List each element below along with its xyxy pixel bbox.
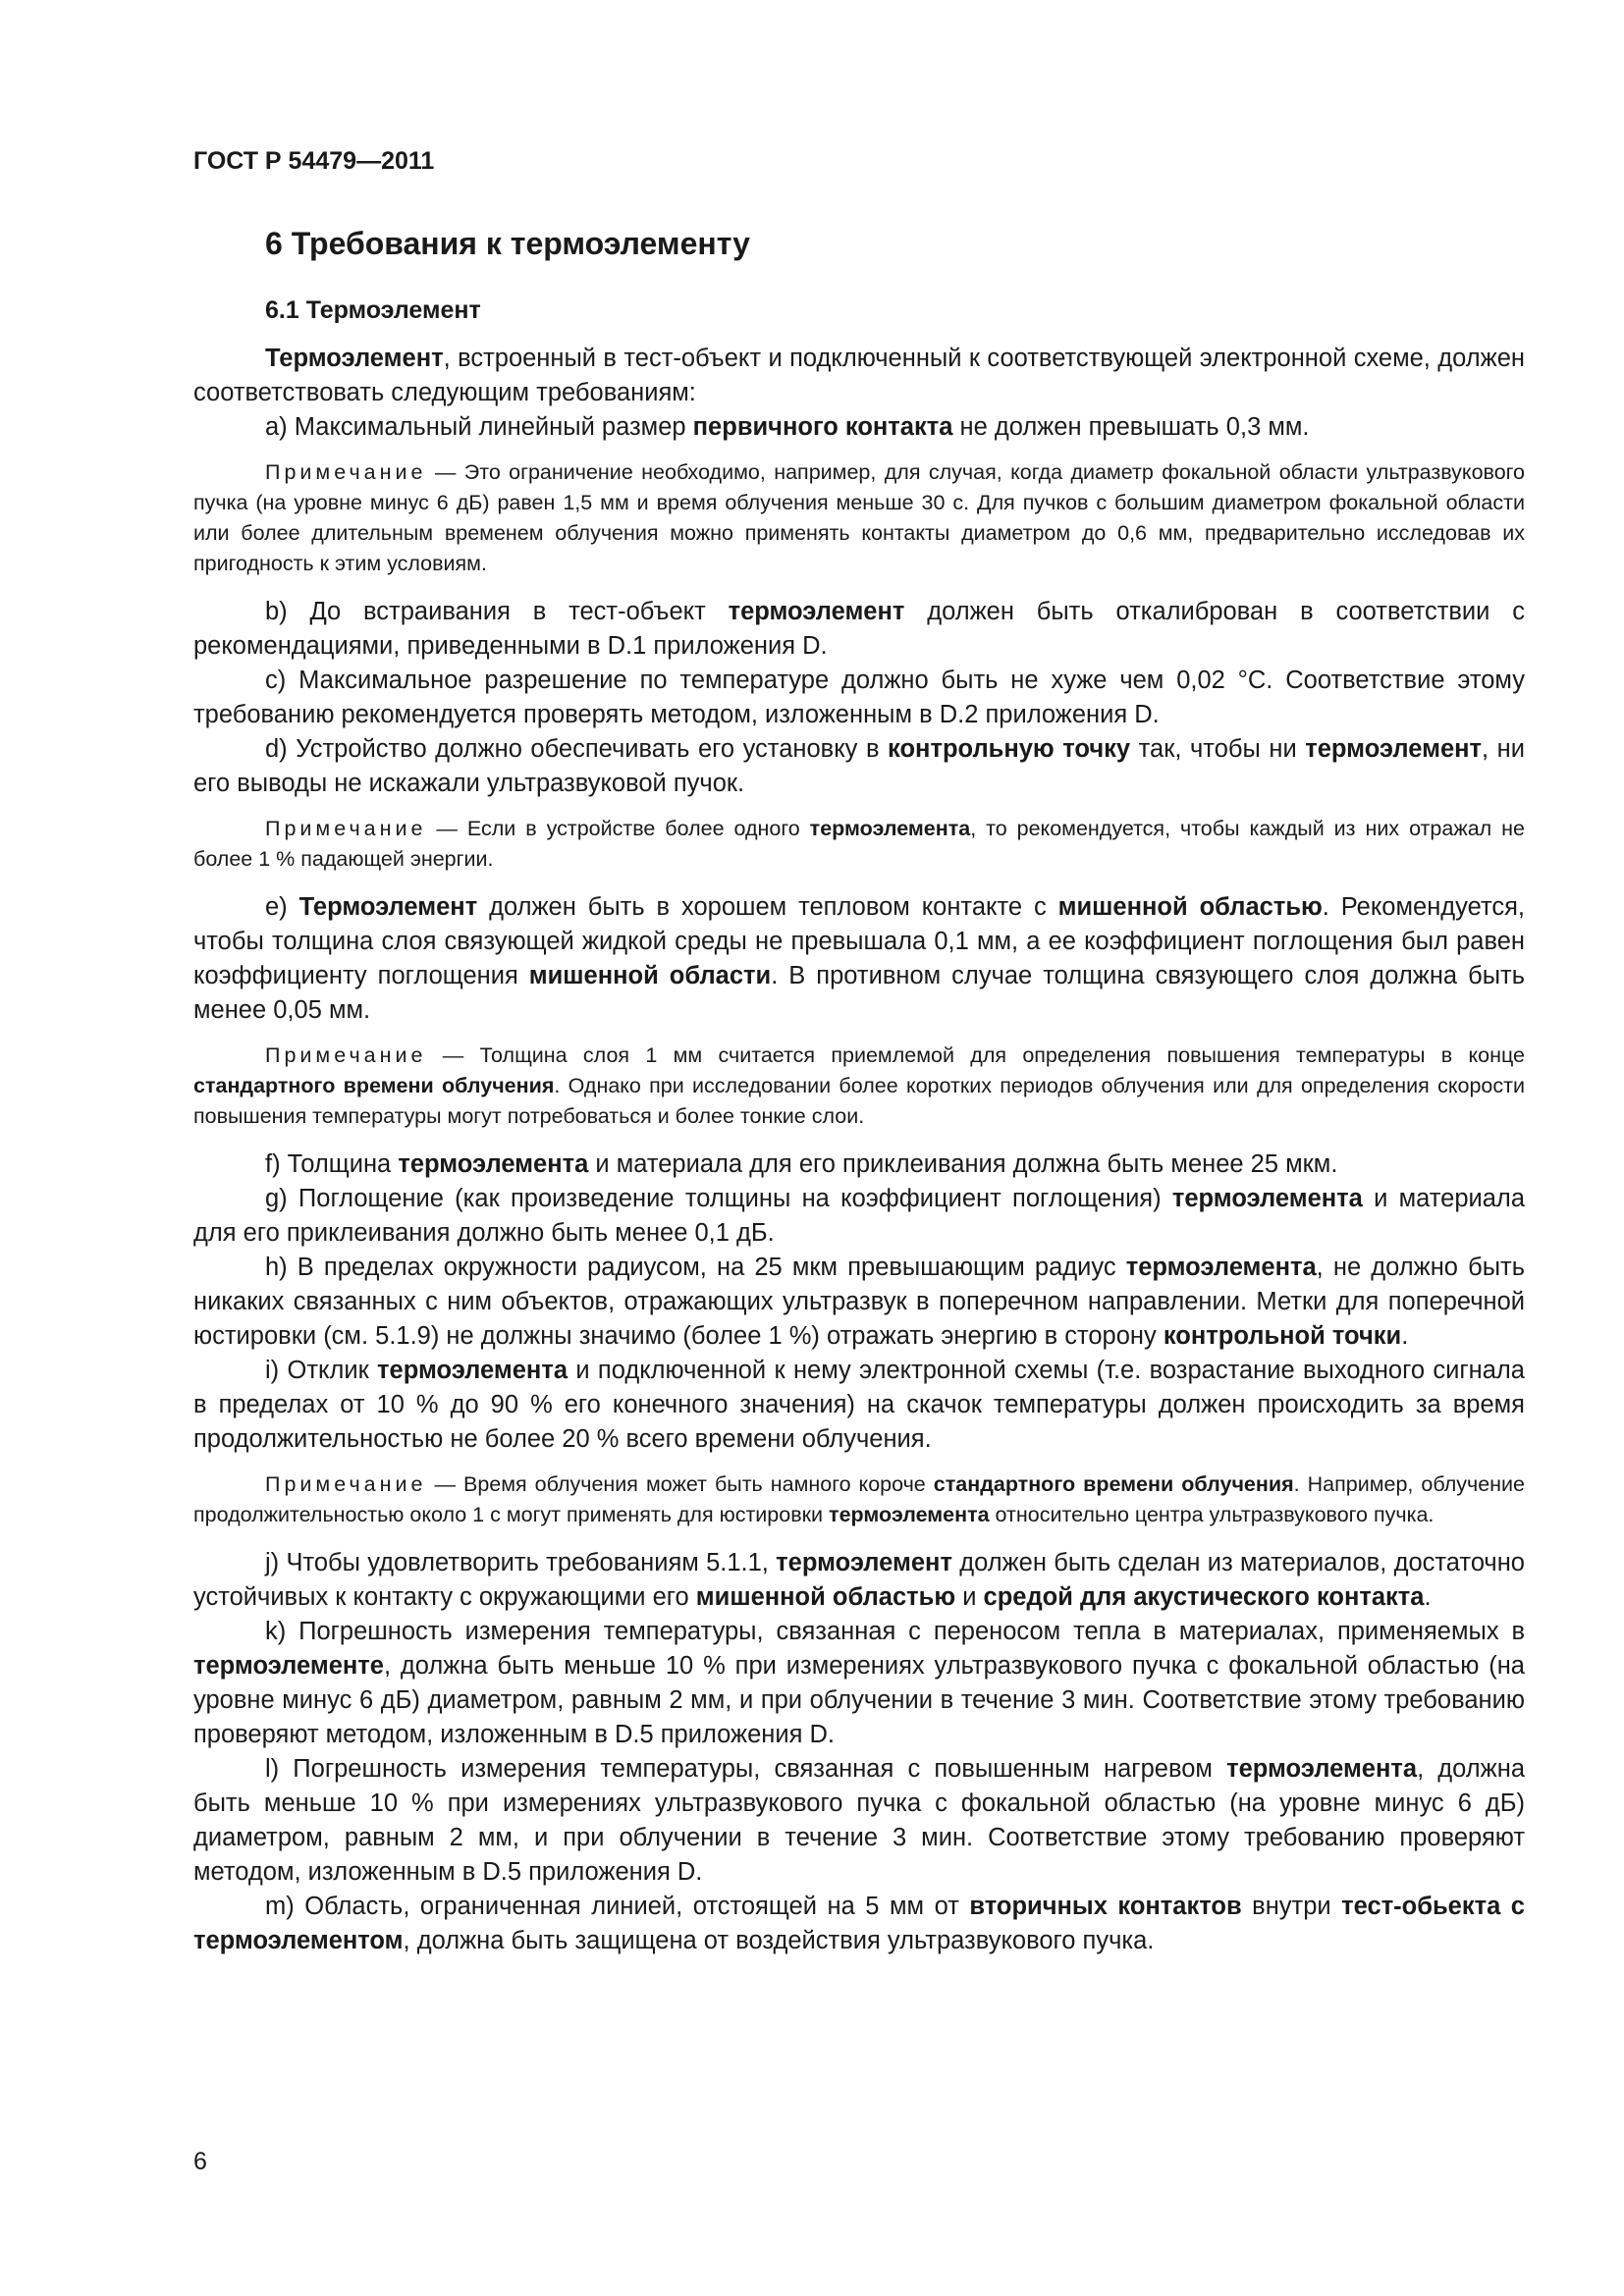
text-run: b) До встраивания в тест-объект (265, 598, 729, 625)
body-paragraph (193, 1251, 1525, 1354)
text-run: m) Область, ограниченная линией, отстоящей на 5 мм от (265, 1893, 970, 1920)
text-run: должен быть в хорошем тепловом контакте с (477, 893, 1058, 921)
text-run: и (955, 1583, 984, 1611)
bold-term: термоэлемента (809, 817, 971, 840)
bold-term: стандартного времени облучения (193, 1074, 555, 1097)
text-run: e) (265, 893, 299, 921)
text-run: c) Максимальное разрешение по температуре должно быть не хуже чем 0,02 °С. Соответствие этому требованию рекомендуется проверять методом, изложенным в D.2 приложения D. (193, 667, 1525, 728)
body-paragraph (193, 890, 1525, 1028)
bold-term: Термоэлемент (298, 893, 478, 921)
text-run: внутри (1241, 1893, 1342, 1920)
bold-term: мишенной области (528, 962, 772, 989)
section-heading: 6 Требования к термоэлементу (265, 226, 750, 261)
note-label: Примечание (265, 460, 427, 484)
text-run: . (1401, 1322, 1409, 1350)
bold-term: термоэлемента (1226, 1755, 1418, 1783)
body-paragraph (193, 664, 1525, 732)
text-run: l) Погрешность измерения температуры, связанная с повышенным нагревом (265, 1755, 1227, 1783)
text-run: . Однако при исследовании более коротких периодов облучения или для определения скорости повышения температуры могут потребоваться и более тонкие слои. (193, 1074, 1525, 1128)
text-run: f) Толщина (265, 1150, 399, 1178)
bold-term: термоэлемента (829, 1503, 990, 1526)
note-paragraph (193, 814, 1525, 875)
note-label: Примечание (265, 817, 427, 840)
bold-term: мишенной областью (1057, 893, 1323, 921)
text-run: . В противном случае толщина связующего слоя должна быть менее 0,05 мм. (193, 962, 1525, 1024)
note-paragraph (193, 1041, 1525, 1132)
text-run: , не должно быть никаких связанных с ним объектов, отражающих ультразвук в поперечном направлении. Метки для поперечной юстировки (см. 5.1.9) не должны значимо (более 1 %) отражать энергию в сторону (193, 1254, 1525, 1350)
note-label: Примечание (265, 1043, 427, 1067)
note-paragraph (193, 457, 1525, 579)
text-run: g) Поглощение (как произведение толщины на коэффициент поглощения) (265, 1185, 1172, 1212)
bold-term: вторичных контактов (969, 1893, 1242, 1920)
body-paragraph (193, 1354, 1525, 1457)
bold-term: термоэлемента (1125, 1254, 1317, 1281)
note-label: Примечание (265, 1472, 427, 1496)
text-run: , должна быть меньше 10 % при измерениях ультразвукового пучка с фокальной областью (на уровне минус 6 дБ) диаметром, равным 2 мм, и при облучении в течение 3 мин. Соответствие этому требованию проверяют методом, изложенным в D.5 приложения D. (193, 1755, 1526, 1886)
bold-term: термоэлемент (1305, 735, 1483, 763)
text-run: — Время облучения может быть намного короче (426, 1472, 934, 1496)
text-run: . Рекомендуется, чтобы толщина слоя связующей жидкой среды не превышала 0,1 мм, а ее коэффициент поглощения был равен коэффициенту поглощения (193, 893, 1525, 989)
text-run: h) В пределах окружности радиусом, на 25 мкм превышающим радиус (265, 1254, 1126, 1281)
text-run: i) Отклик (265, 1357, 378, 1384)
bold-term: Термоэлемент (265, 345, 444, 372)
text-run: , ни его выводы не искажали ультразвуковой пучок. (193, 735, 1525, 797)
text-run: , то рекомендуется, чтобы каждый из них отражал не более 1 % падающей энергии. (193, 817, 1525, 871)
body-paragraph (193, 1615, 1525, 1752)
bold-term: термоэлемента (377, 1357, 568, 1384)
bold-term: контрольной точки (1163, 1322, 1402, 1350)
bold-term: термоэлемента (398, 1150, 589, 1178)
bold-term: термоэлементе (193, 1652, 384, 1680)
text-run: должен быть сделан из материалов, достаточно устойчивых к контакту с окружающими его (193, 1549, 1525, 1611)
text-run: . Например, облучение продолжительностью около 1 с могут применять для юстировки (193, 1472, 1525, 1526)
page-content (193, 222, 1525, 1958)
body-paragraph (193, 1148, 1525, 1182)
standard-number: ГОСТ Р 54479—2011 (193, 147, 435, 175)
bold-term: термоэлемент (728, 598, 905, 625)
text-run: так, чтобы ни (1130, 735, 1306, 763)
body-paragraph (193, 410, 1525, 445)
bold-term: средой для акустического контакта (983, 1583, 1425, 1611)
text-run: — Толщина слоя 1 мм считается приемлемой для определения повышения температуры в конце (426, 1043, 1525, 1067)
bold-term: мишенной областью (695, 1583, 956, 1611)
body-paragraph (193, 732, 1525, 801)
body-paragraph (193, 1182, 1525, 1251)
text-run: , встроенный в тест-объект и подключенный к соответствующей электронной схеме, должен соответствовать следующим требованиям: (193, 345, 1525, 406)
bold-term: первичного контакта (692, 413, 953, 441)
text-run: , должна быть защищена от воздействия ультразвукового пучка. (403, 1927, 1155, 1954)
body-paragraph (193, 1546, 1525, 1615)
text-run: должен быть откалиброван в соответствии с рекомендациями, приведенными в D.1 приложения D. (193, 598, 1525, 660)
bold-term: контрольную точку (888, 735, 1131, 763)
body-text (193, 342, 1525, 1958)
text-run: относительно центра ультразвукового пучка. (989, 1503, 1435, 1526)
subsection-heading: 6.1 Термоэлемент (265, 296, 481, 324)
text-run: и подключенной к нему электронной схемы (т.е. возрастание выходного сигнала в пределах от 10 % до 90 % его конечного значения) на скачок температуры должен происходить за время продолжительностью не более 20 % всего времени облучения. (193, 1357, 1525, 1453)
body-paragraph (193, 595, 1525, 664)
text-run: и материала для его приклеивания должно быть менее 0,1 дБ. (193, 1185, 1525, 1247)
text-run: — Если в устройстве более одного (426, 817, 810, 840)
text-run: — Это ограничение необходимо, например, для случая, когда диаметр фокальной области ультразвукового пучка (на уровне минус 6 дБ) равен 1,5 мм и время облучения меньше 30 с. Для пучков с большим диаметром фокальной области или более длительным временем облучения можно применять контакты диаметром до 0,6 мм, предварительно исследовав их пригодность к этим условиям. (193, 460, 1525, 575)
text-run: , должна быть меньше 10 % при измерениях ультразвукового пучка с фокальной областью (на уровне минус 6 дБ) диаметром, равным 2 мм, и при облучении в течение 3 мин. Соответствие этому требованию проверяют методом, изложенным в D.5 приложения D. (193, 1652, 1525, 1748)
text-run: . (1424, 1583, 1432, 1611)
bold-term: термоэлемента (1171, 1185, 1363, 1212)
text-run: a) Максимальный линейный размер (265, 413, 693, 441)
body-paragraph (193, 342, 1525, 410)
note-paragraph (193, 1469, 1525, 1530)
bold-term: стандартного времени облучения (933, 1472, 1294, 1496)
text-run: d) Устройство должно обеспечивать его установку в (265, 735, 889, 763)
text-run: k) Погрешность измерения температуры, связанная с переносом тепла в материалах, применяемых в (265, 1618, 1525, 1645)
page-number: 6 (193, 2148, 207, 2175)
bold-term: термоэлемент (776, 1549, 952, 1576)
body-paragraph (193, 1752, 1525, 1890)
text-run: не должен превышать 0,3 мм. (952, 413, 1310, 441)
text-run: j) Чтобы удовлетворить требованиям 5.1.1, (265, 1549, 777, 1576)
text-run: и материала для его приклеивания должна быть менее 25 мкм. (588, 1150, 1338, 1178)
bold-term: тест-обьекта с термоэлементом (193, 1893, 1525, 1954)
body-paragraph (193, 1890, 1525, 1958)
